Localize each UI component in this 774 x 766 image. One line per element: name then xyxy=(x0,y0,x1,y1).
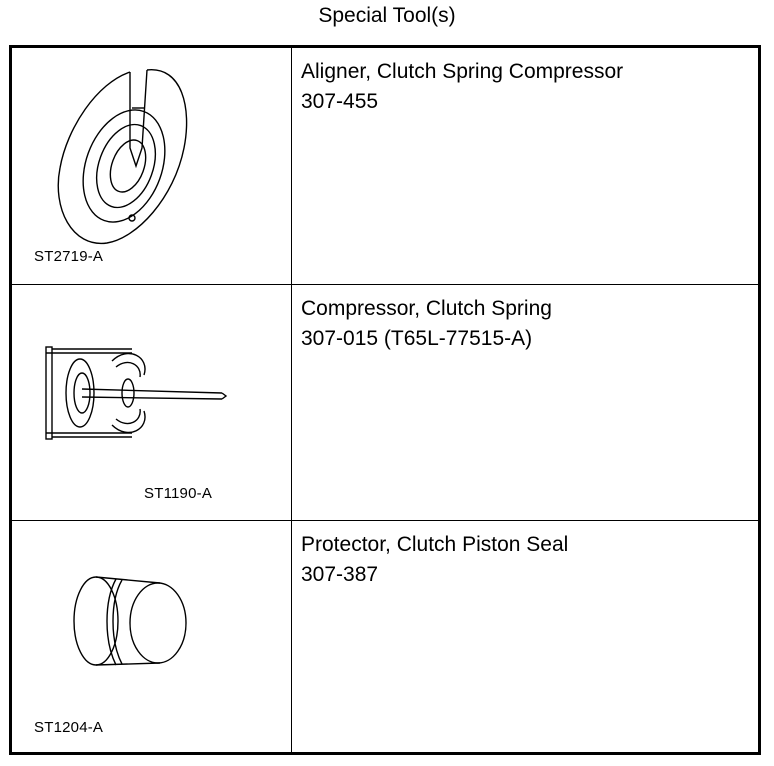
tool-number: 307-015 (T65L-77515-A) xyxy=(301,327,533,350)
tool-description-cell xyxy=(292,285,758,520)
tool-name: Compressor, Clutch Spring xyxy=(301,297,552,320)
illustration-code: ST1190-A xyxy=(144,485,213,502)
tool-row-protector xyxy=(12,520,758,752)
tool-illustration-cell xyxy=(12,48,292,284)
special-tools-table xyxy=(9,45,761,755)
tool-description-cell xyxy=(292,48,758,284)
tool-illustration-cell xyxy=(12,521,292,752)
tool-name: Aligner, Clutch Spring Compressor xyxy=(301,60,624,83)
table-caption: Special Tool(s) xyxy=(318,4,456,27)
tool-name: Protector, Clutch Piston Seal xyxy=(301,533,569,556)
tool-illustration-cell xyxy=(12,285,292,520)
tool-description-cell xyxy=(292,521,758,752)
illustration-code: ST2719-A xyxy=(34,248,104,265)
illustration-code: ST1204-A xyxy=(34,719,104,736)
tool-number: 307-455 xyxy=(301,90,379,113)
tool-number: 307-387 xyxy=(301,563,379,586)
tool-row-compressor xyxy=(12,284,758,520)
tool-row-aligner xyxy=(12,48,758,284)
